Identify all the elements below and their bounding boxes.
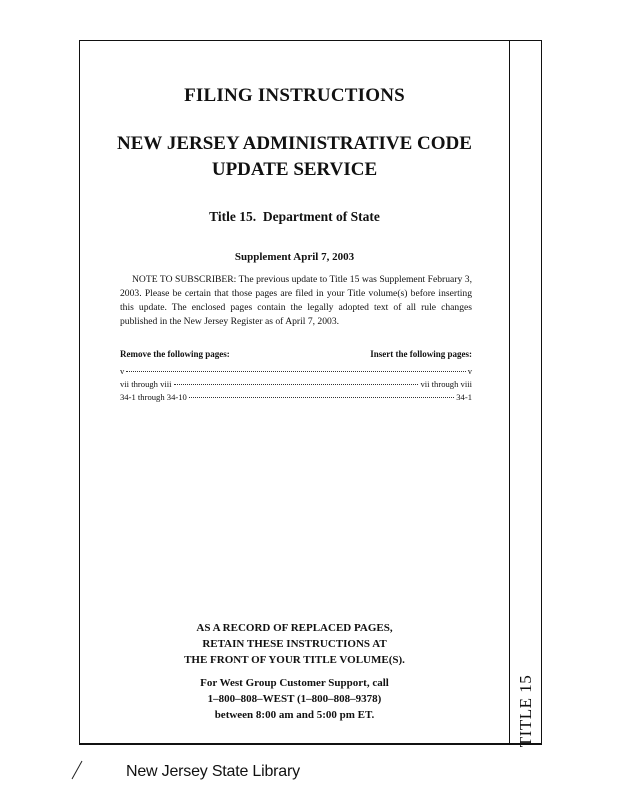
- remove-page: vii through viii: [120, 379, 172, 389]
- insert-page: 34-1: [456, 392, 472, 402]
- customer-support: [80, 675, 509, 723]
- retain-line-3: THE FRONT OF YOUR TITLE VOLUME(S).: [184, 654, 405, 666]
- code-title-line-2: UPDATE SERVICE: [211, 159, 378, 180]
- remove-page: 34-1 through 34-10: [120, 392, 187, 402]
- support-line-1: For West Group Customer Support, call: [200, 677, 389, 689]
- library-stamp: New Jersey State Library: [126, 763, 300, 780]
- pages-list: [120, 365, 472, 404]
- page-row: [120, 391, 472, 404]
- title-side-tab: [509, 41, 541, 748]
- document-page: [79, 40, 542, 748]
- support-phone: 1–800–808–WEST (1–800–808–9378): [207, 693, 382, 705]
- insert-pages-header: Insert the following pages:: [370, 349, 472, 359]
- pages-header: [120, 349, 472, 359]
- retain-line-2: RETAIN THESE INSTRUCTIONS AT: [202, 638, 387, 650]
- code-title: [80, 131, 509, 183]
- side-tab-label: TITLE 15: [515, 674, 535, 748]
- remove-page: v: [120, 366, 125, 376]
- leader-dots: [174, 384, 419, 385]
- code-title-line-1: NEW JERSEY ADMINISTRATIVE CODE: [117, 133, 472, 154]
- pen-mark-icon: [70, 760, 84, 780]
- leader-dots: [126, 371, 465, 372]
- remove-pages-header: Remove the following pages:: [120, 349, 230, 359]
- page-row: [120, 378, 472, 391]
- supplement-date: Supplement April 7, 2003: [234, 251, 355, 263]
- retain-line-1: AS A RECORD OF REPLACED PAGES,: [196, 622, 393, 634]
- retain-notice: [80, 620, 509, 668]
- subscriber-note: NOTE TO SUBSCRIBER: The previous update to Title 15 was Supplement February 3, 2003. Please be certain that those pages are filed in your Title volume(s) before inserting this update. The enclosed pages contain the legally adopted text of all rule changes published in the New Jersey Register as of April 7, 2003.: [120, 274, 472, 327]
- filing-instructions-heading: FILING INSTRUCTIONS: [184, 85, 405, 106]
- support-hours: between 8:00 am and 5:00 pm ET.: [214, 709, 375, 721]
- page-row: [120, 365, 472, 378]
- insert-page: vii through viii: [420, 379, 472, 389]
- leader-dots: [189, 397, 454, 398]
- title-number: Title 15. Department of State: [209, 209, 380, 224]
- insert-page: v: [467, 366, 472, 376]
- document-body: [80, 41, 509, 743]
